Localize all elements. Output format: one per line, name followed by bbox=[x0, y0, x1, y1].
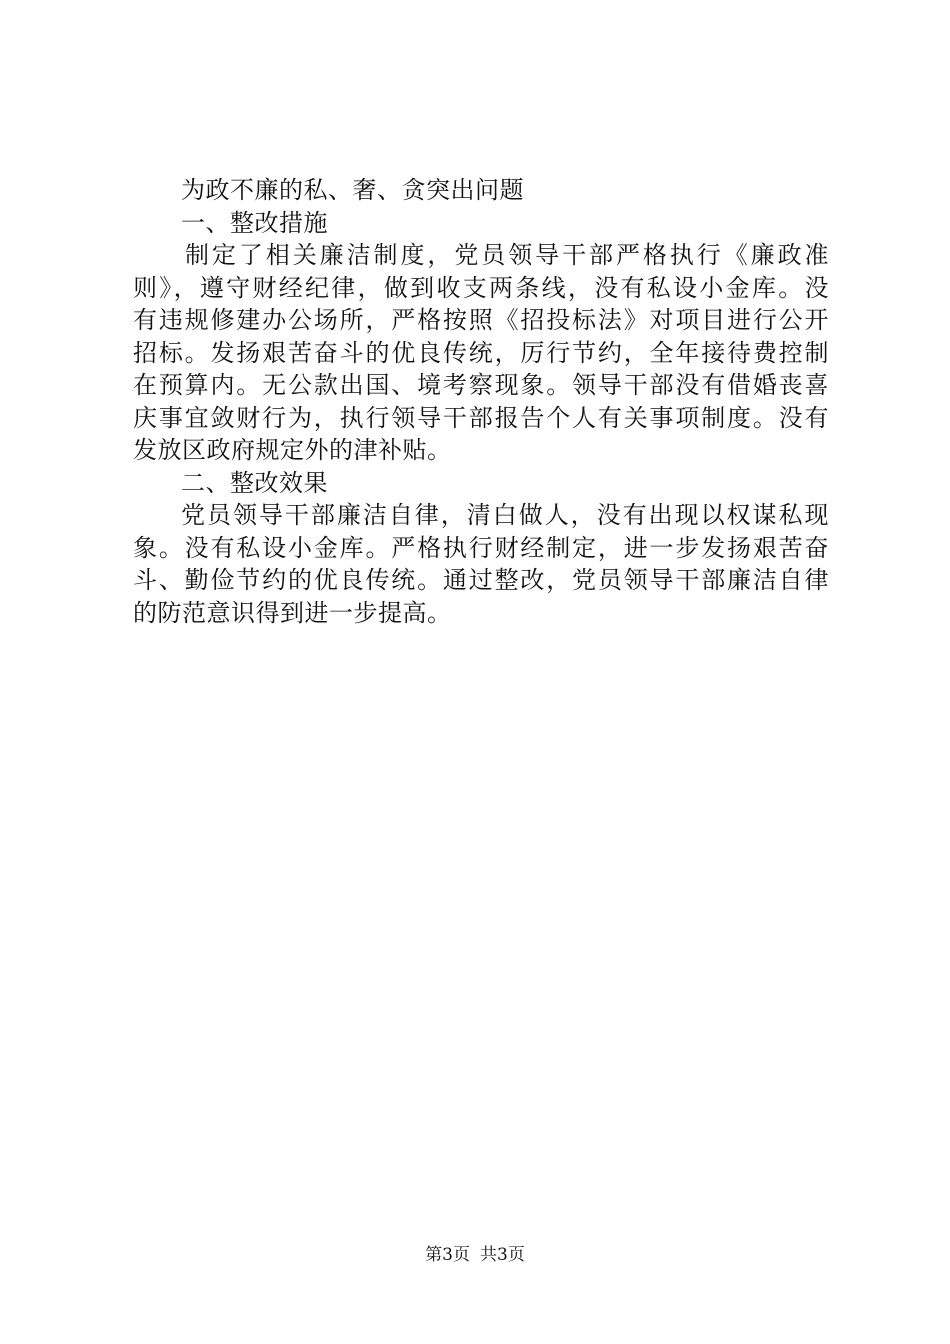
text-line: 发放区政府规定外的津补贴。 bbox=[133, 436, 452, 464]
text-line: 庆事宜敛财行为，执行领导干部报告个人有关事项制度。没有 bbox=[133, 403, 829, 432]
text-line: 斗、勤俭节约的优良传统。通过整改，党员领导干部廉洁自律 bbox=[133, 566, 829, 594]
text-line: 一、整改措施 bbox=[181, 208, 328, 237]
text-line: 在预算内。无公款出国、境考察现象。领导干部没有借婚丧喜 bbox=[133, 371, 829, 399]
text-line: 为政不廉的私、奢、贪突出问题 bbox=[181, 176, 524, 204]
page-total: 共3页 bbox=[480, 1245, 525, 1265]
text-line: 的防范意识得到进一步提高。 bbox=[133, 598, 452, 627]
text-line: 象。没有私设小金库。严格执行财经制定，进一步发扬艰苦奋 bbox=[133, 533, 829, 562]
page-footer bbox=[0, 1243, 950, 1267]
page-number: 第3页 bbox=[425, 1245, 470, 1265]
text-line: 招标。发扬艰苦奋斗的优良传统，厉行节约，全年接待费控制 bbox=[133, 338, 829, 367]
document-body bbox=[133, 174, 829, 629]
text-line: 则》，遵守财经纪律，做到收支两条线，没有私设小金库。没 bbox=[133, 273, 829, 302]
text-line: 党员领导干部廉洁自律，清白做人，没有出现以权谋私现 bbox=[181, 501, 829, 529]
text-line: 二、整改效果 bbox=[181, 468, 328, 497]
text-line: 制定了相关廉洁制度，党员领导干部严格执行《廉政准 bbox=[185, 241, 829, 269]
text-line: 有违规修建办公场所，严格按照《招投标法》对项目进行公开 bbox=[133, 306, 829, 334]
